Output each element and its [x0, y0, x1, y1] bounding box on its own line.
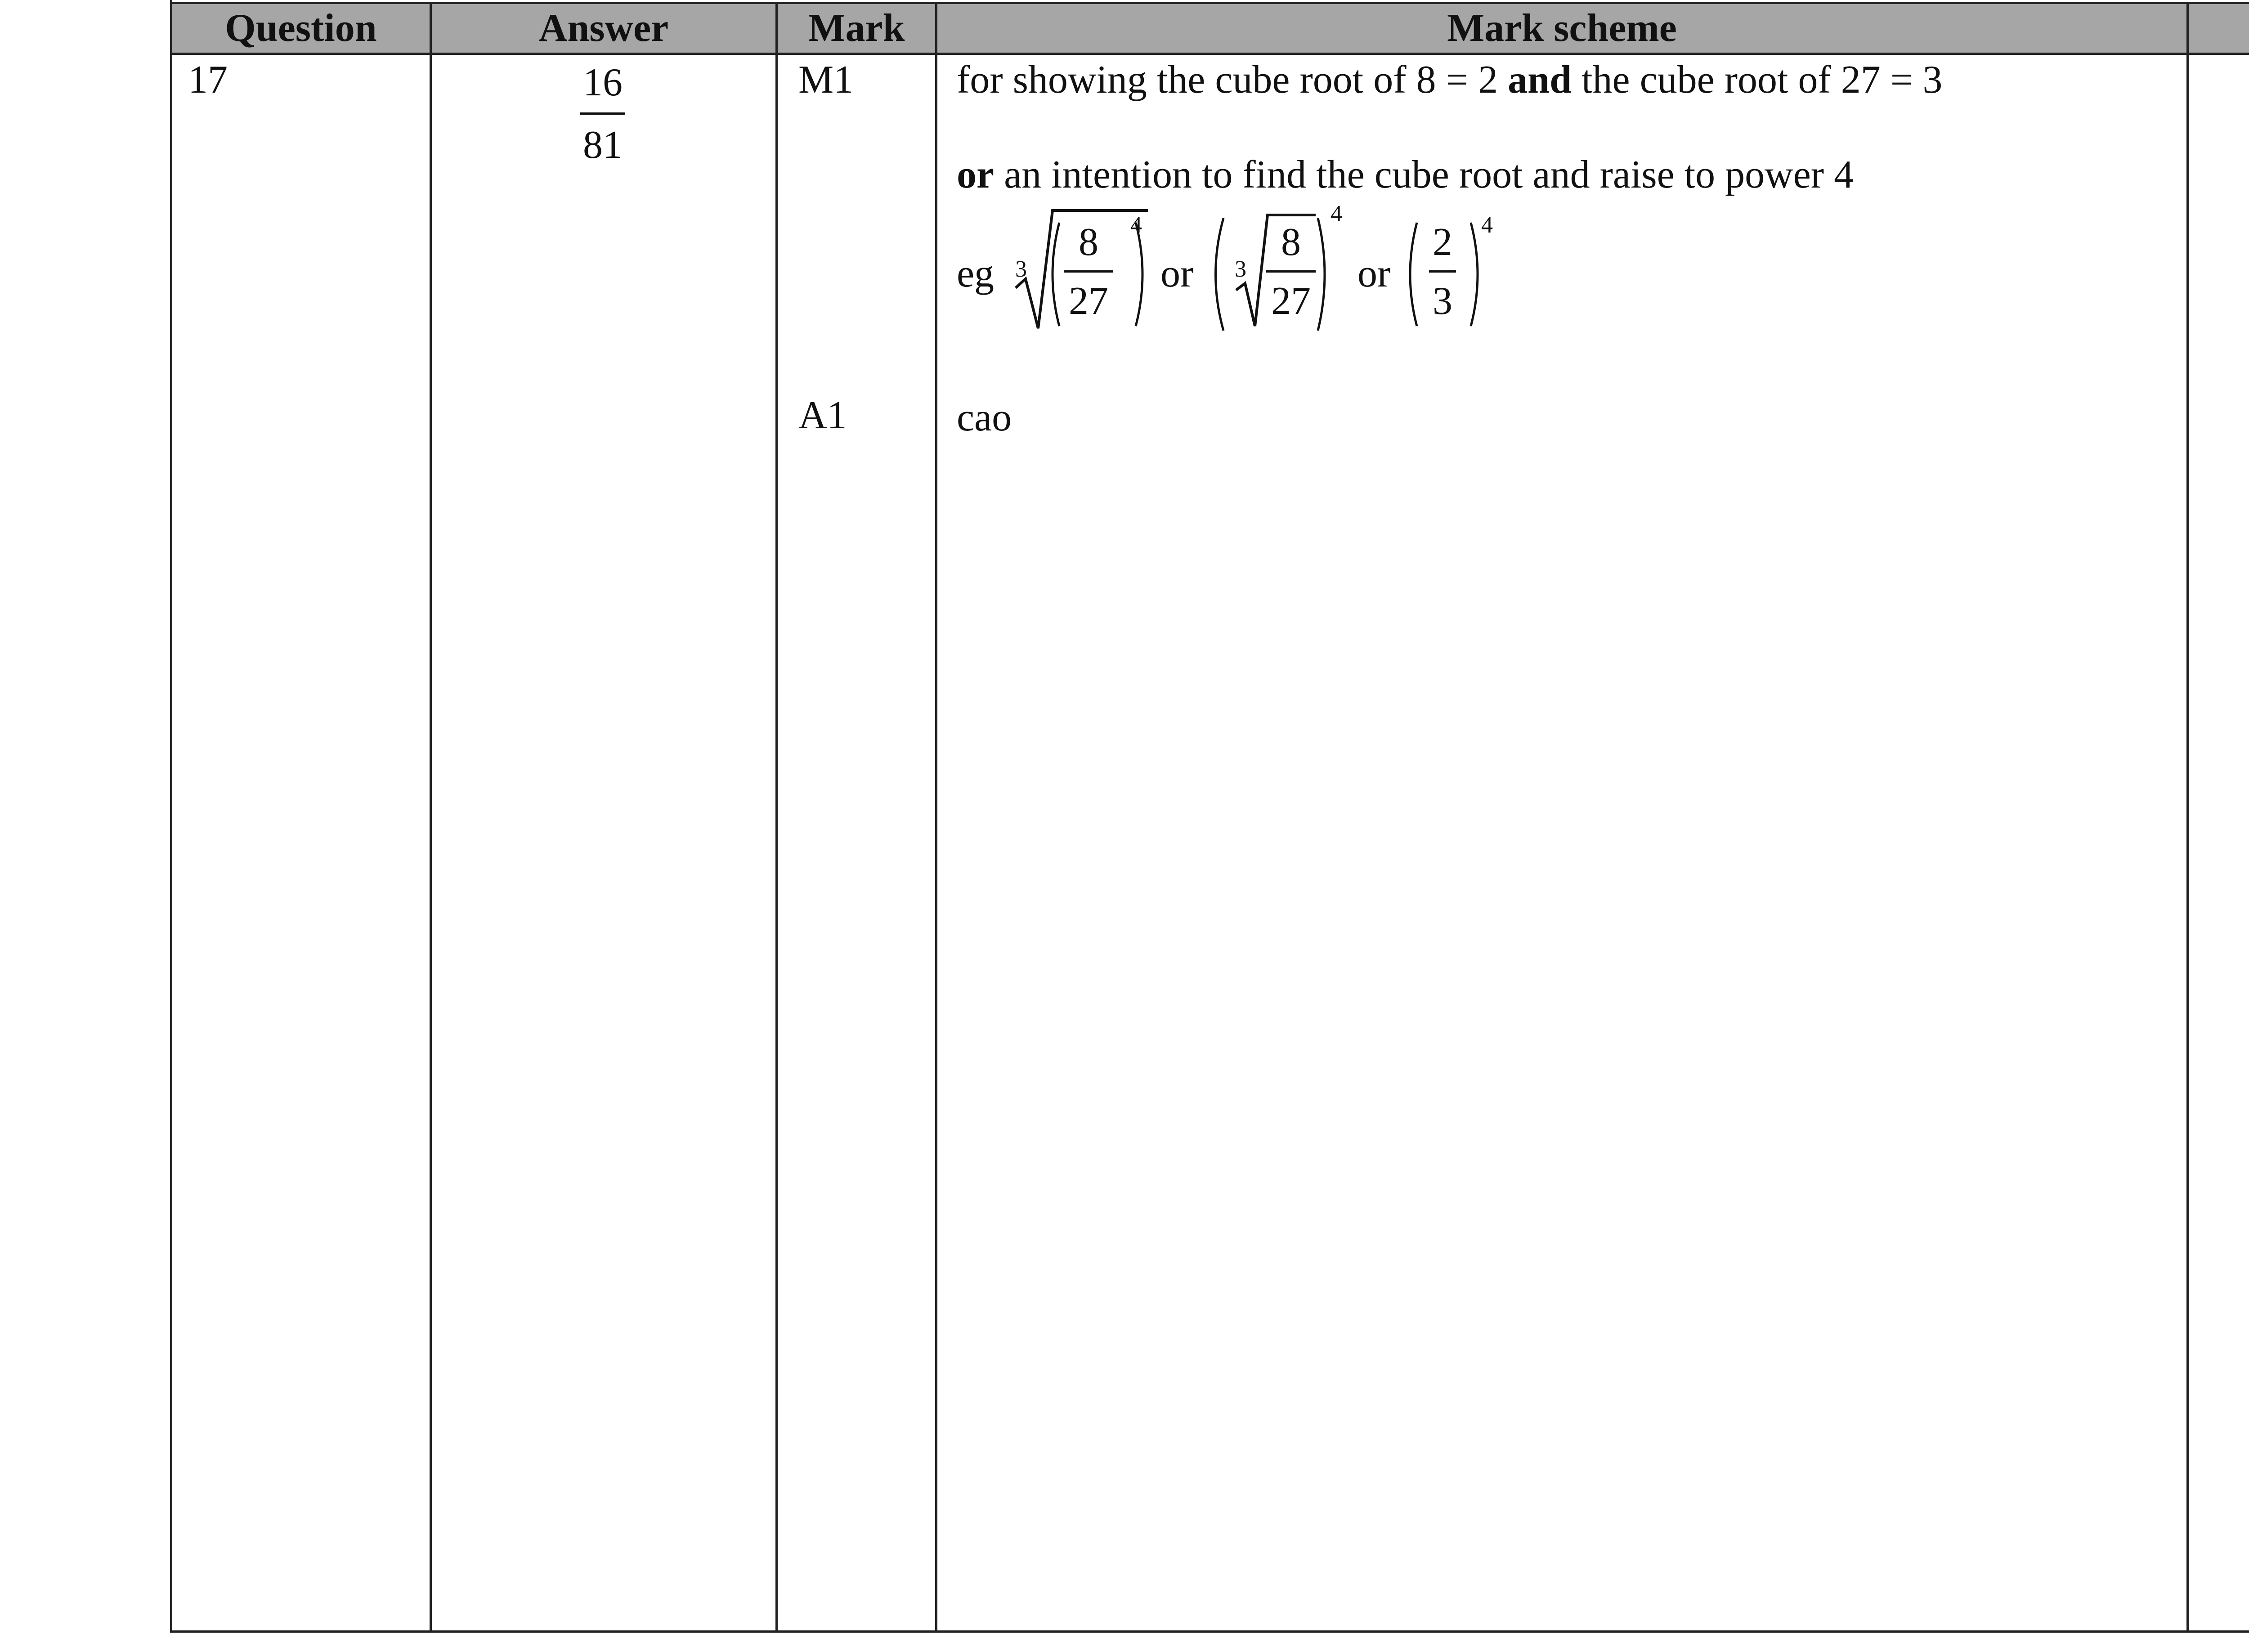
or-label-2: or	[1357, 252, 1391, 295]
expr3-fraction	[1429, 220, 1456, 323]
question-number: 17	[188, 58, 228, 102]
expr2-numerator: 8	[1281, 220, 1301, 264]
header-additional-guidance	[2189, 2, 2249, 55]
answer-numerator: 16	[583, 61, 623, 104]
root-index: 3	[1235, 256, 1246, 282]
m1-line1-bold: and	[1508, 58, 1572, 102]
expr1-fraction	[1064, 220, 1113, 323]
root-index: 3	[1015, 256, 1027, 282]
fraction-bar	[1429, 270, 1456, 273]
expr2-fraction	[1266, 220, 1316, 323]
expr1-denominator: 27	[1069, 279, 1108, 323]
mark-m1: M1	[798, 58, 854, 102]
or-label-1: or	[1160, 252, 1194, 295]
header-mark-scheme: Mark scheme	[1447, 6, 1677, 50]
eg-label: eg	[957, 252, 995, 295]
expr3-power: 4	[1481, 212, 1493, 238]
column-divider	[430, 2, 432, 1633]
column-divider	[2186, 2, 2189, 1633]
fraction-bar	[1266, 270, 1316, 273]
expr1-power: 4	[1130, 212, 1142, 238]
header-answer: Answer	[538, 6, 669, 50]
m1-line1-text-b: the cube root of 27 = 3	[1572, 58, 1943, 102]
answer-fraction	[580, 63, 625, 165]
m1-criterion-line-2	[957, 155, 1854, 195]
expr2-denominator: 27	[1271, 279, 1311, 323]
expr3-numerator: 2	[1433, 220, 1452, 264]
fraction-bar	[1064, 270, 1113, 273]
fraction-bar	[580, 112, 625, 115]
a1-criterion: cao	[957, 396, 1012, 439]
header-mark: Mark	[808, 6, 905, 50]
column-divider	[935, 2, 937, 1633]
m1-line2-text: an intention to find the cube root and raise to power 4	[994, 153, 1854, 197]
m1-line2-bold: or	[957, 153, 995, 197]
expr1-numerator: 8	[1079, 220, 1098, 264]
answer-denominator: 81	[583, 123, 623, 167]
header-question: Question	[225, 6, 377, 50]
m1-line1-text-a: for showing the cube root of 8 = 2	[957, 58, 1508, 102]
expr3-denominator: 3	[1433, 279, 1452, 323]
column-divider	[775, 2, 778, 1633]
mark-a1: A1	[798, 394, 847, 437]
expr2-power: 4	[1331, 201, 1342, 227]
m1-criterion-line-1	[957, 60, 1942, 100]
